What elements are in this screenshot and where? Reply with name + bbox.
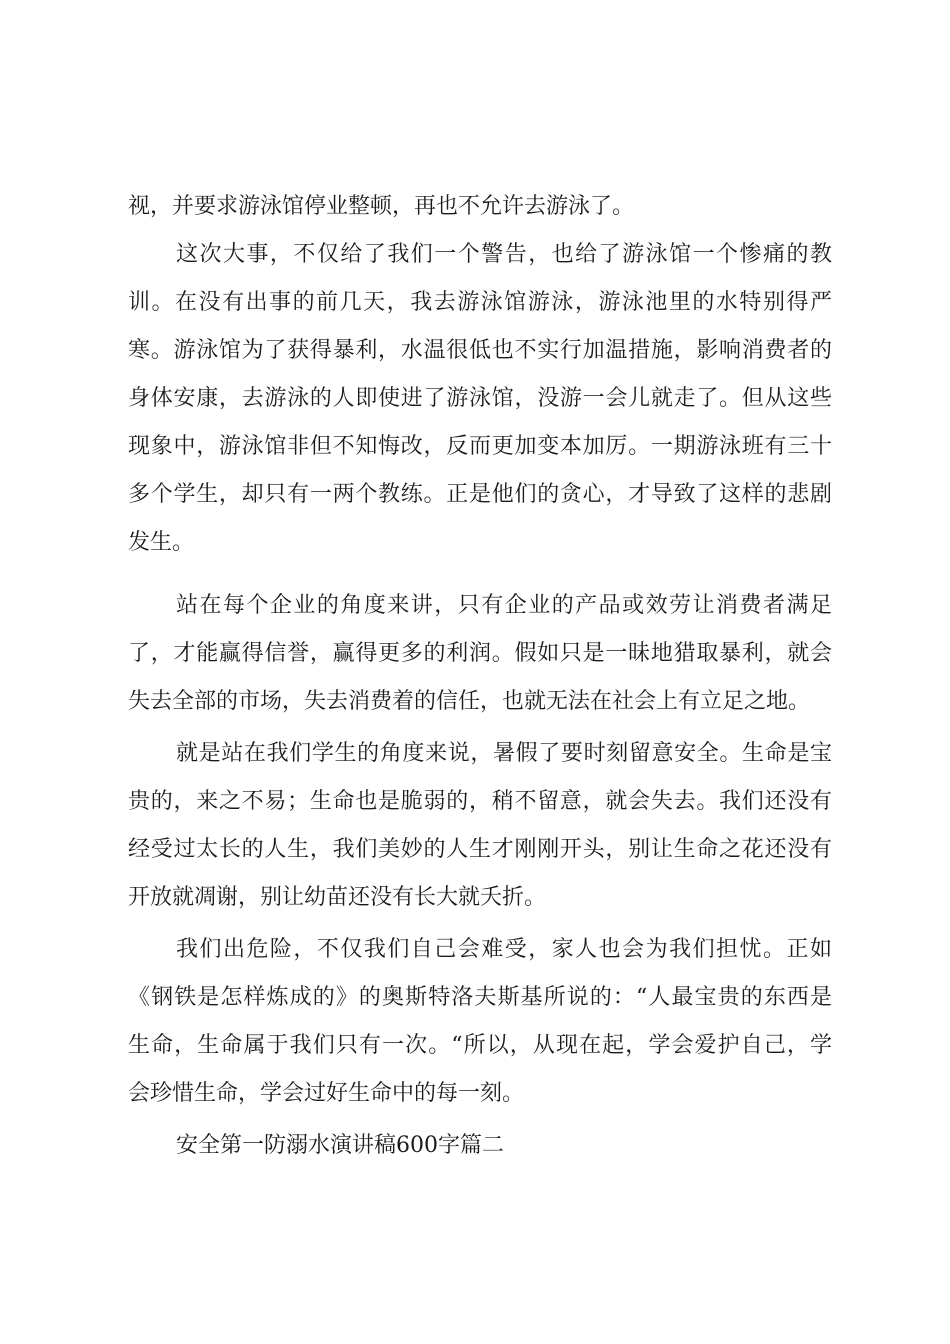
paragraph-first-line: 这次大事，不仅给了我们一个警告，也给了游泳馆一个惨痛的教 bbox=[176, 242, 832, 267]
text-line: 失去全部的市场，失去消费着的信任，也就无法在社会上有立足之地。 bbox=[128, 689, 811, 714]
text-line: 会珍惜生命，学会过好生命中的每一刻。 bbox=[128, 1081, 525, 1106]
text-line: 身体安康，去游泳的人即使进了游泳馆，没游一会儿就走了。但从这些 bbox=[128, 386, 832, 411]
paragraph-first-line: 站在每个企业的角度来讲，只有企业的产品或效劳让消费者满足 bbox=[176, 593, 832, 618]
text-line: 多个学生，却只有一两个教练。正是他们的贪心，才导致了这样的悲剧 bbox=[128, 482, 832, 507]
text-line: 生命，生命属于我们只有一次。“所以，从现在起，学会爱护自己，学 bbox=[128, 1033, 832, 1058]
paragraph-first-line: 我们出危险，不仅我们自己会难受，家人也会为我们担忧。正如 bbox=[176, 937, 832, 962]
text-line: 训。在没有出事的前几天，我去游泳馆游泳，游泳池里的水特别得严 bbox=[128, 290, 832, 315]
text-line: 贵的，来之不易；生命也是脆弱的，稍不留意，就会失去。我们还没有 bbox=[128, 789, 832, 814]
text-line: 开放就凋谢，别让幼苗还没有长大就夭折。 bbox=[128, 885, 547, 910]
section-heading: 安全第一防溺水演讲稿600字篇二 bbox=[176, 1133, 504, 1158]
text-line: 《钢铁是怎样炼成的》的奥斯特洛夫斯基所说的：“人最宝贵的东西是 bbox=[128, 985, 832, 1010]
text-line: 了，才能赢得信誉，赢得更多的利润。假如只是一昧地猎取暴利，就会 bbox=[128, 641, 832, 666]
text-line: 经受过太长的人生，我们美妙的人生才刚刚开头，别让生命之花还没有 bbox=[128, 837, 832, 862]
paragraph-first-line: 就是站在我们学生的角度来说，暑假了要时刻留意安全。生命是宝 bbox=[176, 741, 832, 766]
text-line: 寒。游泳馆为了获得暴利，水温很低也不实行加温措施，影响消费者的 bbox=[128, 338, 832, 363]
text-line: 现象中，游泳馆非但不知悔改，反而更加变本加厉。一期游泳班有三十 bbox=[128, 434, 832, 459]
text-line: 发生。 bbox=[128, 530, 195, 555]
text-line: 视，并要求游泳馆停业整顿，再也不允许去游泳了。 bbox=[128, 194, 635, 219]
